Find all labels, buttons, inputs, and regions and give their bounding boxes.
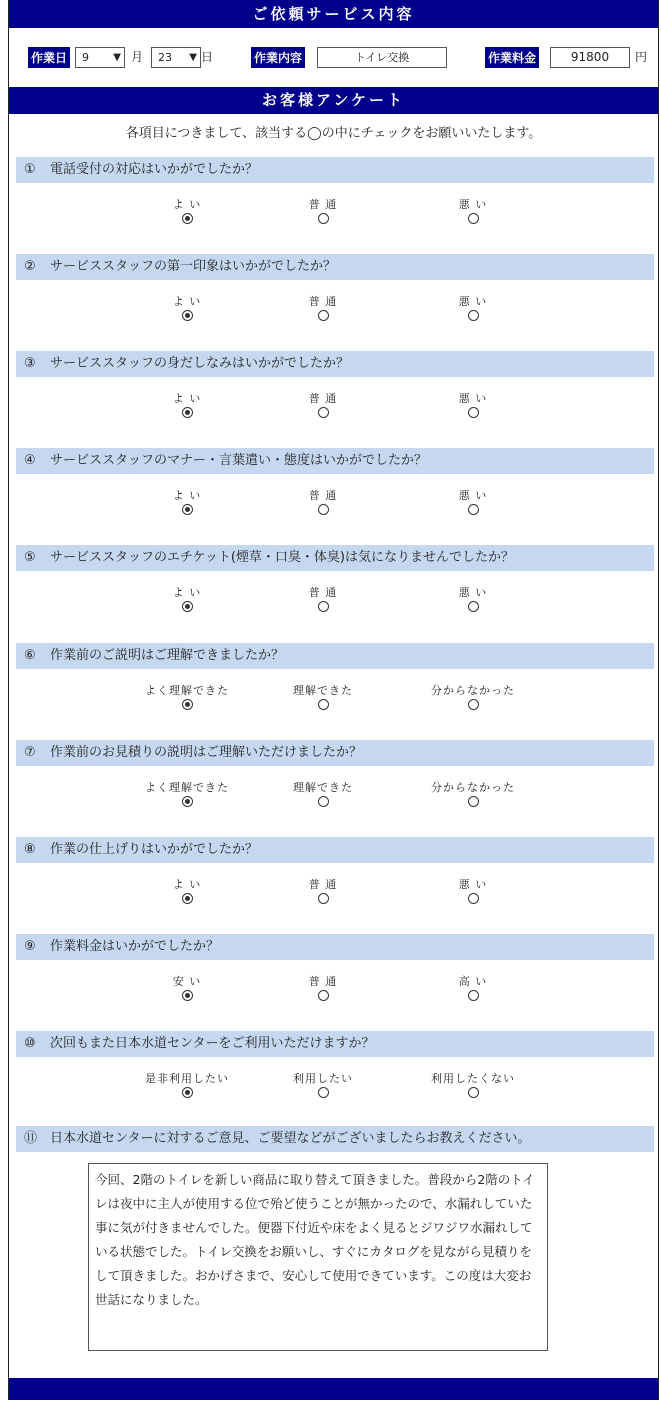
radio-unchecked[interactable] — [468, 407, 479, 418]
work-fee-label: 作業料金 — [485, 47, 539, 68]
radio-unchecked[interactable] — [468, 893, 479, 904]
option-label: 普 通 — [308, 586, 338, 599]
answer-option[interactable] — [127, 974, 247, 1001]
option-label: 悪 い — [458, 489, 488, 502]
option-label: 普 通 — [308, 392, 338, 405]
chevron-down-icon: ▼ — [189, 52, 197, 63]
option-label: 高 い — [458, 975, 488, 988]
option-label: 分からなかった — [431, 684, 515, 697]
answer-option[interactable] — [263, 391, 383, 418]
answer-option[interactable] — [263, 197, 383, 224]
radio-checked[interactable] — [182, 893, 193, 904]
answer-option[interactable] — [127, 1071, 247, 1098]
radio-unchecked[interactable] — [318, 601, 329, 612]
work-content-field[interactable]: トイレ交換 — [317, 47, 447, 68]
month-select[interactable] — [75, 47, 125, 68]
option-label: 普 通 — [308, 489, 338, 502]
answer-option[interactable] — [263, 1071, 383, 1098]
question-9 — [16, 934, 654, 960]
day-unit: 日 — [201, 50, 214, 64]
answer-option[interactable] — [413, 585, 533, 612]
question-text: サービススタッフの身だしなみはいかがでしたか？ — [50, 356, 350, 371]
question-text: 作業の仕上げりはいかがでしたか？ — [50, 842, 259, 857]
answer-option[interactable] — [127, 488, 247, 515]
radio-unchecked[interactable] — [468, 1087, 479, 1098]
answer-option[interactable] — [413, 294, 533, 321]
answer-option[interactable] — [413, 391, 533, 418]
radio-checked[interactable] — [182, 990, 193, 1001]
option-label: 理解できた — [293, 781, 353, 794]
option-label: 普 通 — [308, 878, 338, 891]
question-6 — [16, 643, 654, 669]
question-text: 次回もまた日本水道センターをご利用いただけますか？ — [50, 1036, 375, 1051]
question-number: ⑨ — [24, 939, 36, 954]
answer-option[interactable] — [263, 683, 383, 710]
radio-unchecked[interactable] — [468, 699, 479, 710]
question-11 — [16, 1126, 654, 1152]
radio-unchecked[interactable] — [468, 213, 479, 224]
question-text: 作業前のお見積りの説明はご理解いただけましたか？ — [50, 745, 363, 760]
radio-checked[interactable] — [182, 310, 193, 321]
answer-option[interactable] — [263, 585, 383, 612]
answer-option[interactable] — [127, 780, 247, 807]
answer-option[interactable] — [127, 585, 247, 612]
radio-unchecked[interactable] — [468, 310, 479, 321]
radio-unchecked[interactable] — [318, 310, 329, 321]
radio-checked[interactable] — [182, 601, 193, 612]
radio-checked[interactable] — [182, 699, 193, 710]
answer-option[interactable] — [263, 294, 383, 321]
option-label: 悪 い — [458, 392, 488, 405]
answer-option[interactable] — [127, 877, 247, 904]
question-text: 作業前のご説明はご理解できましたか？ — [50, 648, 285, 663]
radio-unchecked[interactable] — [318, 796, 329, 807]
chevron-down-icon: ▼ — [113, 52, 121, 63]
option-label: 悪 い — [458, 586, 488, 599]
answer-option[interactable] — [413, 1071, 533, 1098]
answer-option[interactable] — [413, 197, 533, 224]
month-unit: 月 — [131, 50, 144, 64]
option-label: よ い — [172, 198, 202, 211]
radio-checked[interactable] — [182, 796, 193, 807]
radio-unchecked[interactable] — [468, 504, 479, 515]
question-text: サービススタッフのエチケット(煙草・口臭・体臭)は気になりませんでしたか？ — [50, 550, 514, 565]
option-label: よく理解できた — [145, 781, 229, 794]
work-fee-field[interactable]: 91800 — [550, 47, 630, 68]
day-value: 23 — [158, 51, 172, 64]
option-label: 利用したくない — [431, 1072, 515, 1085]
question-number: ⑥ — [24, 648, 36, 663]
radio-unchecked[interactable] — [318, 1087, 329, 1098]
option-label: よ い — [172, 878, 202, 891]
option-label: 分からなかった — [431, 781, 515, 794]
question-5 — [16, 545, 654, 571]
fee-unit: 円 — [635, 50, 648, 64]
question-text: 日本水道センターに対するご意見、ご要望などがございましたらお教えください。 — [50, 1131, 531, 1146]
question-text: サービススタッフの第一印象はいかがでしたか？ — [50, 259, 337, 274]
option-label: よ い — [172, 586, 202, 599]
question-number: ③ — [24, 356, 36, 371]
survey-header: お客様アンケート — [9, 87, 658, 114]
question-4 — [16, 448, 654, 474]
answer-option[interactable] — [263, 974, 383, 1001]
question-number: ② — [24, 259, 36, 274]
radio-checked[interactable] — [182, 504, 193, 515]
option-label: 普 通 — [308, 975, 338, 988]
footer-band — [9, 1378, 658, 1400]
radio-checked[interactable] — [182, 213, 193, 224]
option-label: 理解できた — [293, 684, 353, 697]
work-content-label: 作業内容 — [251, 47, 305, 68]
radio-unchecked[interactable] — [318, 407, 329, 418]
radio-unchecked[interactable] — [468, 601, 479, 612]
answer-option[interactable] — [263, 780, 383, 807]
question-number: ⑤ — [24, 550, 36, 565]
option-label: 悪 い — [458, 295, 488, 308]
option-label: 悪 い — [458, 878, 488, 891]
service-header: ご依頼サービス内容 — [9, 0, 658, 28]
question-text: 電話受付の対応はいかがでしたか？ — [50, 162, 259, 177]
service-details-row — [9, 44, 658, 74]
option-label: 安 い — [172, 975, 202, 988]
answer-option[interactable] — [413, 683, 533, 710]
question-number: ⑦ — [24, 745, 36, 760]
option-label: 是非利用したい — [145, 1072, 229, 1085]
answer-option[interactable] — [263, 877, 383, 904]
answer-option[interactable] — [413, 877, 533, 904]
option-label: よ い — [172, 392, 202, 405]
question-number: ⑪ — [24, 1131, 38, 1146]
question-8 — [16, 837, 654, 863]
option-label: 利用したい — [293, 1072, 353, 1085]
comment-textarea[interactable]: 今回、2階のトイレを新しい商品に取り替えて頂きました。普段から2階のトイレは夜中に主人が使用する位で殆ど使うことが無かったので、水漏れしていた事に気が付きませんでした。便器下付近や床をよく見るとジワジワ水漏れしている状態でした。トイレ交換をお願いし、すぐにカタログを見ながら見積りをして頂きました。おかげさまで、安心して使用できています。この度は大変お世話になりました。 — [88, 1163, 548, 1351]
answer-option[interactable] — [413, 780, 533, 807]
radio-checked[interactable] — [182, 407, 193, 418]
radio-unchecked[interactable] — [468, 796, 479, 807]
question-1 — [16, 157, 654, 183]
answer-option[interactable] — [127, 683, 247, 710]
radio-unchecked[interactable] — [318, 699, 329, 710]
radio-unchecked[interactable] — [468, 990, 479, 1001]
work-date-label: 作業日 — [28, 47, 70, 68]
question-2 — [16, 254, 654, 280]
radio-unchecked[interactable] — [318, 893, 329, 904]
question-3 — [16, 351, 654, 377]
question-10 — [16, 1031, 654, 1057]
question-7 — [16, 740, 654, 766]
option-label: よ い — [172, 295, 202, 308]
answer-option[interactable] — [263, 488, 383, 515]
radio-unchecked[interactable] — [318, 213, 329, 224]
answer-option[interactable] — [413, 974, 533, 1001]
question-text: サービススタッフのマナー・言葉遣い・態度はいかがでしたか？ — [50, 453, 428, 468]
day-select[interactable] — [151, 47, 201, 68]
answer-option[interactable] — [127, 294, 247, 321]
survey-intro: 各項目につきまして、該当する◯の中にチェックをお願いいたします。 — [125, 126, 542, 141]
question-number: ④ — [24, 453, 36, 468]
option-label: 普 通 — [308, 198, 338, 211]
option-label: よ い — [172, 489, 202, 502]
survey-form — [8, 0, 659, 1400]
answer-option[interactable] — [127, 197, 247, 224]
answer-option[interactable] — [127, 391, 247, 418]
option-label: 普 通 — [308, 295, 338, 308]
option-label: 悪 い — [458, 198, 488, 211]
answer-option[interactable] — [413, 488, 533, 515]
radio-checked[interactable] — [182, 1087, 193, 1098]
option-label: よく理解できた — [145, 684, 229, 697]
month-value: 9 — [82, 51, 89, 64]
radio-unchecked[interactable] — [318, 504, 329, 515]
question-text: 作業料金はいかがでしたか？ — [50, 939, 220, 954]
question-number: ⑩ — [24, 1036, 36, 1051]
question-number: ① — [24, 162, 36, 177]
question-number: ⑧ — [24, 842, 36, 857]
radio-unchecked[interactable] — [318, 990, 329, 1001]
